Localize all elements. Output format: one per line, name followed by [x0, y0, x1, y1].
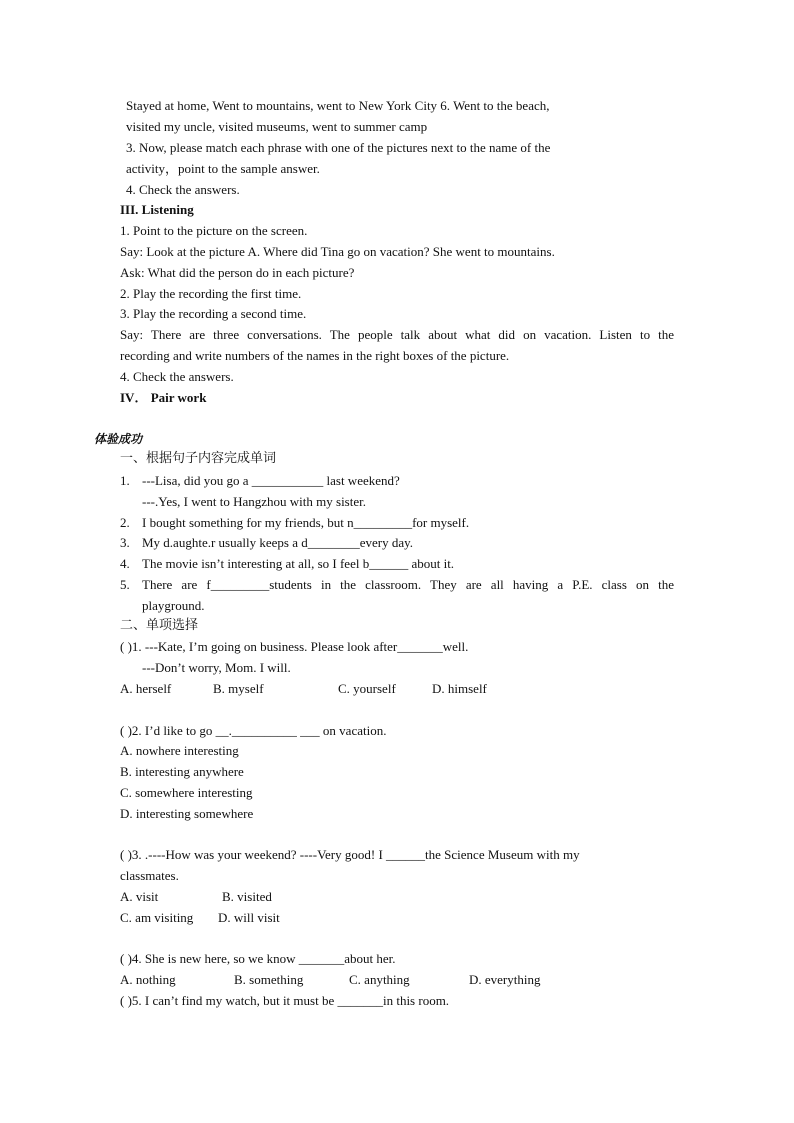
part1-item-1 [120, 473, 400, 489]
item-number: 5. [120, 577, 130, 592]
question-1: ( )1. ---Kate, I’m going on business. Please look after_______well. [120, 639, 469, 654]
question-3-option-b: B. visited [222, 889, 272, 904]
listening-line-7: recording and write numbers of the names in the right boxes of the picture. [120, 348, 510, 363]
part1-item-4 [120, 556, 454, 572]
question-3-option-d: D. will visit [218, 910, 280, 925]
question-5: ( )5. I can’t find my watch, but it must be _______in this room. [120, 993, 450, 1008]
question-1-option-d: D. himself [432, 681, 487, 696]
item-number: 2. [120, 515, 130, 530]
question-2-option-a: A. nowhere interesting [120, 743, 239, 758]
item-text: My d.aughte.r usually keeps a d________every day. [142, 535, 414, 550]
question-3: ( )3. .----How was your weekend? ----Very good! I ______the Science Museum with my [120, 847, 580, 862]
phrase-list-line-1: Stayed at home, Went to mountains, went to New York City 6. Went to the beach, [126, 98, 550, 113]
item-text: ---Lisa, did you go a ___________ last weekend? [142, 473, 400, 488]
exercises-title: 体验成功 [94, 432, 143, 446]
listening-line-3: Ask: What did the person do in each picture? [120, 265, 355, 280]
pairwork-heading: IV． Pair work [120, 390, 207, 405]
item-text: There are f_________students in the classroom. They are all having a P.E. class on the [142, 577, 674, 592]
item-number: 4. [120, 556, 130, 571]
question-4-option-a: A. nothing [120, 972, 176, 987]
question-4: ( )4. She is new here, so we know _______about her. [120, 951, 396, 966]
question-4-option-c: C. anything [349, 972, 410, 987]
listening-line-4: 2. Play the recording the first time. [120, 286, 302, 301]
question-1-option-c: C. yourself [338, 681, 396, 696]
step-4: 4. Check the answers. [126, 182, 240, 197]
listening-line-8: 4. Check the answers. [120, 369, 234, 384]
question-1-option-a: A. herself [120, 681, 172, 696]
item-text: The movie isn’t interesting at all, so I feel b______ about it. [142, 556, 455, 571]
item-number: 1. [120, 473, 130, 488]
phrase-list-line-2: visited my uncle, visited museums, went to summer camp [126, 119, 428, 134]
part1-item-5-cont: playground. [142, 598, 205, 613]
listening-line-6: Say: There are three conversations. The people talk about what did on vacation. Listen to the [120, 327, 674, 342]
part1-item-3 [120, 535, 413, 551]
listening-line-2: Say: Look at the picture A. Where did Tina go on vacation? She went to mountains. [120, 244, 555, 259]
question-2-option-b: B. interesting anywhere [120, 764, 244, 779]
question-3-option-c: C. am visiting [120, 910, 194, 925]
listening-line-1: 1. Point to the picture on the screen. [120, 223, 308, 238]
question-1-cont: ---Don’t worry, Mom. I will. [142, 660, 291, 675]
listening-line-5: 3. Play the recording a second time. [120, 306, 307, 321]
part2-heading: 二、单项选择 [120, 618, 199, 633]
item-text: I bought something for my friends, but n_________for myself. [142, 515, 470, 530]
part1-item-5 [120, 577, 674, 593]
step-3-line-1: 3. Now, please match each phrase with one of the pictures next to the name of the [126, 140, 551, 155]
part1-heading: 一、根据句子内容完成单词 [120, 451, 277, 466]
part1-item-2 [120, 515, 469, 531]
item-number: 3. [120, 535, 130, 550]
question-2: ( )2. I’d like to go __.__________ ___ on vacation. [120, 723, 387, 738]
question-1-option-b: B. myself [213, 681, 264, 696]
question-4-option-b: B. something [234, 972, 304, 987]
question-3-cont: classmates. [120, 868, 179, 883]
question-3-option-a: A. visit [120, 889, 159, 904]
step-3-line-2: activity，point to the sample answer. [126, 161, 320, 176]
question-2-option-c: C. somewhere interesting [120, 785, 253, 800]
part1-item-1-answer: ---.Yes, I went to Hangzhou with my sister. [142, 494, 366, 509]
listening-heading: III. Listening [120, 202, 194, 217]
question-2-option-d: D. interesting somewhere [120, 806, 254, 821]
question-4-option-d: D. everything [469, 972, 541, 987]
